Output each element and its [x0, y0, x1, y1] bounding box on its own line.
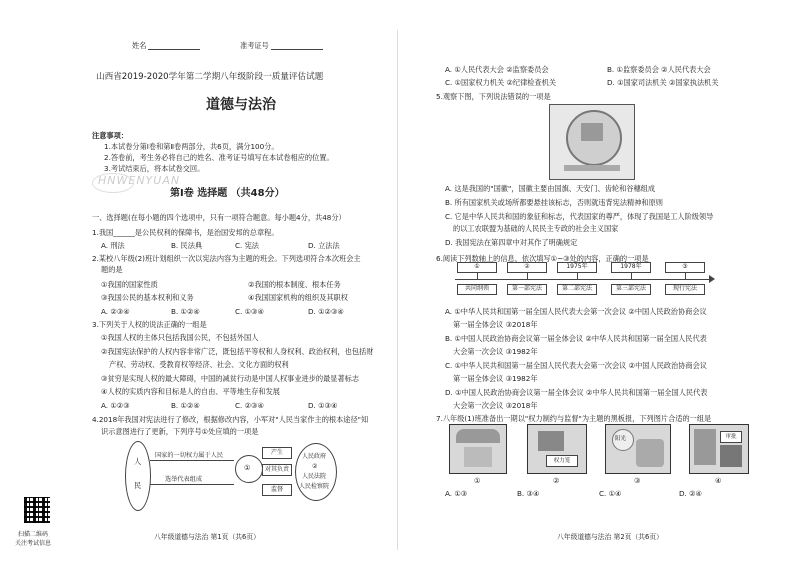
timeline-axis — [455, 279, 711, 280]
q3-item-1: ①我国人权的主体只包括我国公民，不包括外国人 — [101, 333, 259, 342]
q4-opt-b[interactable]: B. ①监察委员会 ②人民代表大会 — [607, 65, 711, 74]
q3-stem: 3.下列关于人权的说法正确的一组是 — [92, 320, 207, 329]
q5-stem: 5.观察下图，下列说法错误的一项是 — [436, 92, 551, 101]
q7-opt-a[interactable]: A. ①③ — [445, 489, 468, 498]
diagram-people-1: 人 — [134, 457, 142, 466]
diagram-people-2: 民 — [134, 481, 142, 490]
cartoon-label-4: ④ — [715, 476, 722, 485]
q4-opt-d[interactable]: D. ①国家司法机关 ②国家执法机关 — [607, 78, 719, 87]
figure-icon — [636, 439, 664, 467]
qr-text-1: 扫描二维码 — [18, 531, 49, 538]
stamp-icon — [538, 431, 564, 451]
diagram-organ-1: 人民政府 — [302, 453, 327, 460]
umbrella-icon — [456, 429, 500, 443]
q2-item-1: ①我国的国家性质 — [101, 280, 158, 289]
timeline-bottom-5: 现行宪法 — [665, 284, 705, 295]
figures-icon — [464, 447, 492, 467]
cartoon-2-sign: 权力笼 — [546, 455, 578, 467]
notice-1: 1.本试卷分第Ⅰ卷和第Ⅱ卷两部分，共6页，满分100分。 — [104, 142, 279, 151]
timeline-bottom-4: 第三部宪法 — [611, 284, 651, 295]
timeline-tick — [685, 272, 686, 279]
q4-stem-1: 4.2018年我国对宪法进行了修改，根据修改内容，小军对"人民当家作主的根本途径"知 — [92, 415, 369, 424]
diagram-arrow-top-label: 国家的一切权力属于人民 — [155, 452, 224, 459]
q7-stem: 7.八年级(1)班准备出一期以"权力制约与监督"为主题的黑板报，下列图片合适的一组是 — [436, 414, 712, 423]
cartoon-label-1: ① — [474, 476, 481, 485]
q5-opt-d[interactable]: D. 我国宪法在第四章中对其作了明确规定 — [445, 238, 578, 247]
q5-opt-c-1[interactable]: C. 它是中华人民共和国的象征和标志，代表国家的尊严，体现了我国是工人阶级领导 — [445, 212, 714, 221]
q1-opt-a[interactable]: A. 刑法 — [101, 241, 125, 250]
timeline-top-2: ② — [507, 262, 547, 273]
q6-opt-c-1[interactable]: C. ①中华人民共和国第一届全国人民代表大会第一次会议 ②中国人民政治协商会议 — [445, 361, 707, 370]
q2-opt-a[interactable]: A. ②③④ — [101, 307, 130, 316]
q7-opt-d[interactable]: D. ②④ — [679, 489, 702, 498]
footer-right: 八年级道德与法治 第2页（共6页） — [557, 533, 663, 541]
q6-stem: 6.阅读下列数轴上的信息，依次填写①~③处的内容，正确的一项是 — [436, 254, 649, 263]
cartoon-label-3: ③ — [634, 476, 641, 485]
right-page — [397, 0, 794, 565]
ticket-field — [240, 41, 323, 50]
q1-opt-b[interactable]: B. 民法典 — [171, 241, 203, 250]
q6-opt-b-2: 大会第一次会议 ③1982年 — [453, 347, 538, 356]
q3-item-4: ④人权的实质内容和目标是人的自由、平等地生存和发展 — [101, 387, 280, 396]
subject-title: 道德与法治 — [206, 97, 276, 113]
q6-opt-c-2: 第一届全体会议 ③1982年 — [453, 374, 538, 383]
exam-title: 山西省2019-2020学年第二学期八年级阶段一质量评估试题 — [96, 72, 324, 82]
name-label: 姓名 — [132, 41, 147, 50]
cartoon-3-sun-text: 阳光 — [615, 436, 627, 442]
diagram-responsible: 对其负责 — [262, 464, 292, 476]
q2-item-3: ③我国公民的基本权利和义务 — [101, 293, 194, 302]
q3-opt-b[interactable]: B. ①②④ — [171, 401, 200, 410]
emblem-frame — [549, 104, 635, 180]
q5-opt-b[interactable]: B. 所有国家机关或场所都要悬挂该标志，否则就违背宪法精神和原则 — [445, 198, 663, 207]
timeline-bottom-1: 共同纲领 — [457, 284, 497, 295]
timeline-top-5: ③ — [665, 262, 705, 273]
name-field — [132, 41, 200, 50]
diagram-arrow-bottom-label: 选举代表组成 — [165, 476, 203, 483]
q2-opt-c[interactable]: C. ①③④ — [235, 307, 264, 316]
q1-opt-c[interactable]: C. 宪法 — [235, 241, 259, 250]
cartoon-3 — [605, 424, 671, 474]
q6-opt-a-1[interactable]: A. ①中华人民共和国第一届全国人民代表大会第一次会议 ②中国人民政治协商会议 — [445, 307, 707, 316]
qr-code-icon[interactable] — [24, 497, 50, 523]
q2-opt-b[interactable]: B. ①②④ — [171, 307, 200, 316]
q7-opt-c[interactable]: C. ①④ — [599, 489, 622, 498]
timeline-top-3: 1975年 — [557, 262, 597, 273]
q5-opt-c-2: 的以工农联盟为基础的人民民主专政的社会主义国家 — [453, 224, 619, 233]
diagram-organ-4: 人民检察院 — [299, 483, 330, 490]
q2-item-4: ④我国国家机构的组织及其职权 — [248, 293, 348, 302]
diagram-organ-2: ② — [312, 463, 318, 470]
part1-title: 第Ⅰ卷 选择题 （共48分） — [170, 188, 285, 199]
section-heading: 一、选择题(在每小题的四个选项中，只有一项符合题意。每小题4分，共48分） — [92, 213, 346, 222]
cartoon-2 — [527, 424, 587, 474]
q6-opt-d-1[interactable]: D. ①中国人民政治协商会议第一届全体会议 ②中华人民共和国第一届全国人民代表 — [445, 388, 708, 397]
timeline-arrow-icon — [709, 275, 715, 283]
q3-opt-c[interactable]: C. ②③④ — [235, 401, 264, 410]
notice-title: 注意事项： — [92, 131, 128, 140]
timeline-tick — [477, 272, 478, 279]
q6-opt-a-2: 第一届全体会议 ③2018年 — [453, 320, 538, 329]
timeline-tick — [577, 272, 578, 279]
diagram-supervise: 监督 — [262, 484, 292, 496]
timeline-tick — [527, 272, 528, 279]
q3-opt-a[interactable]: A. ①②③ — [101, 401, 130, 410]
q2-opt-d[interactable]: D. ①②③④ — [308, 307, 344, 316]
q4-opt-c[interactable]: C. ①国家权力机关 ②纪律检查机关 — [445, 78, 557, 87]
ticket-line[interactable] — [271, 41, 323, 50]
timeline-top-1: ① — [457, 262, 497, 273]
diagram-people-oval — [125, 441, 151, 511]
q3-item-2a: ②我国宪法保护的人权内容非常广泛，既包括平等权和人身权利、政治权利，也包括财 — [101, 347, 374, 356]
document-pile-icon — [694, 429, 716, 465]
diagram-arrow-bottom — [150, 484, 234, 485]
emblem-ribbon — [564, 165, 620, 171]
cartoon-4 — [689, 424, 749, 474]
ticket-label: 准考证号 — [240, 41, 269, 50]
diagram-arrow-top — [150, 460, 234, 461]
watermark-logo — [92, 173, 134, 193]
diagram-produce: 产生 — [262, 447, 292, 459]
q5-opt-a[interactable]: A. 这是我国的"国徽"，国徽主要由国旗、天安门、齿轮和谷穗组成 — [445, 184, 656, 193]
tiananmen-icon — [581, 123, 603, 141]
q7-opt-b[interactable]: B. ③④ — [517, 489, 540, 498]
q6-opt-b-1[interactable]: B. ①中国人民政治协商会议第一届全体会议 ②中华人民共和国第一届全国人民代表 — [445, 334, 707, 343]
notice-3: 3.考试结束后，将本试卷交回。 — [104, 164, 205, 173]
q6-opt-d-2: 大会第一次会议 ③2018年 — [453, 401, 538, 410]
q3-item-3: ③贫穷是实现人权的最大障碍，中国的减贫行动是中国人权事业进步的最显著标志 — [101, 374, 360, 383]
cartoon-4-sign: 审批 — [720, 431, 742, 443]
diagram-circle-label: ① — [244, 463, 251, 472]
q2-item-2: ②我国的根本制度、根本任务 — [248, 280, 341, 289]
timeline-top-4: 1978年 — [611, 262, 651, 273]
official-icon — [720, 445, 742, 467]
q1-stem: 1.我国______是公民权利的保障书，是治国安邦的总章程。 — [92, 228, 279, 237]
q1-opt-d[interactable]: D. 立法法 — [308, 241, 340, 250]
timeline-tick — [631, 272, 632, 279]
q2-stem-1: 2.某校八年级(2)班计划组织一次以宪法内容为主题的班会。下列选项符合本次班会主 — [92, 254, 361, 263]
timeline-bottom-2: 第一部宪法 — [507, 284, 547, 295]
q4-opt-a[interactable]: A. ①人民代表大会 ②监察委员会 — [445, 65, 549, 74]
cartoon-1 — [449, 424, 507, 474]
footer-left: 八年级道德与法治 第1页（共6页） — [154, 533, 260, 541]
watermark: HNWENYUAN — [98, 174, 181, 187]
qr-text-2: 关注考试信息 — [15, 540, 52, 547]
timeline-bottom-3: 第二部宪法 — [557, 284, 597, 295]
q4-stem-2: 识示意图进行了更新，下列序号①处应填的一项是 — [101, 427, 259, 436]
q3-item-2b: 产权、劳动权、受教育权等经济、社会、文化方面的权利 — [109, 360, 289, 369]
q2-stem-2: 题的是 — [101, 265, 123, 274]
cartoon-label-2: ② — [553, 476, 560, 485]
notice-2: 2.答卷前，考生务必将自己的姓名、准考证号填写在本试卷相应的位置。 — [104, 153, 334, 162]
q3-opt-d[interactable]: D. ①③④ — [308, 401, 338, 410]
name-line[interactable] — [148, 41, 200, 50]
diagram-organ-3: 人民法院 — [302, 473, 327, 480]
